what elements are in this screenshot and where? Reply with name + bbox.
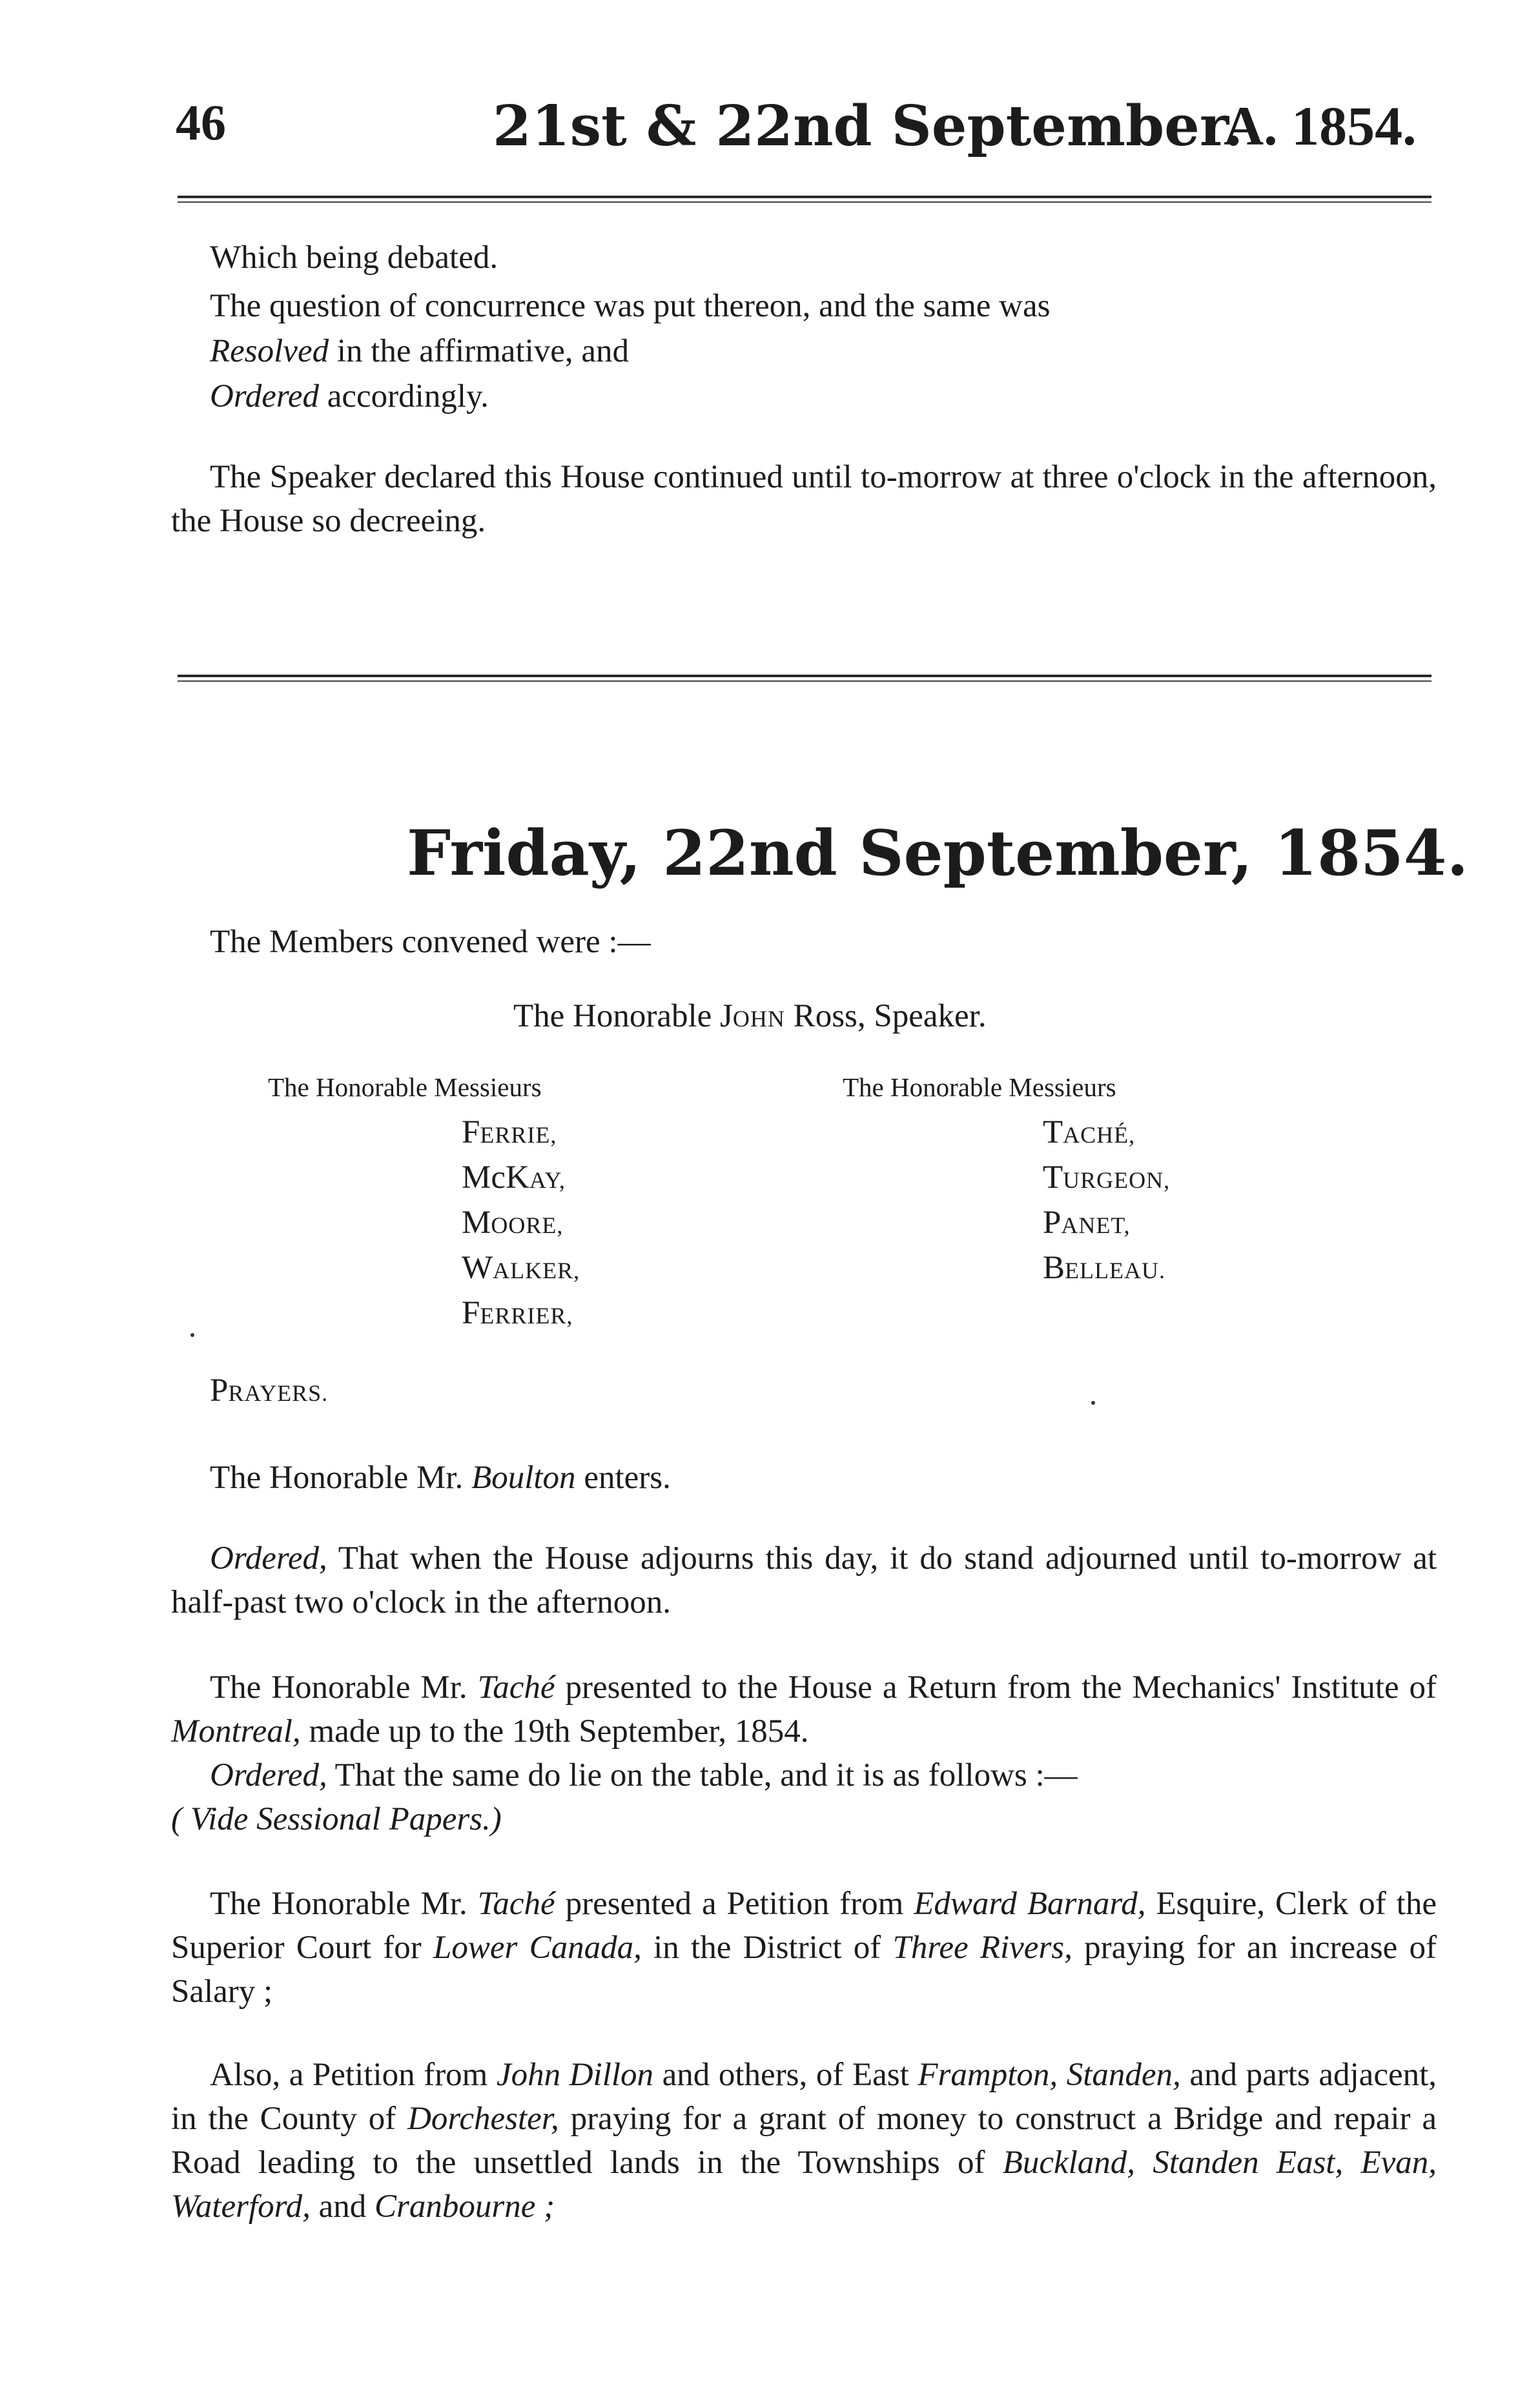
ordered-word: Ordered — [210, 378, 320, 414]
page-number: 46 — [176, 94, 226, 150]
dillon-petition: Also, a Petition from John Dillon and others, of East Frampton, Standen, and parts adjacent, in the County of Dorchester, praying for a grant of money to construct a Bridge and repair a Road leading to the unsettled lands in the Townships of Buckland, Standen East, Evan, Waterford, and Cranbourne ; — [171, 2057, 1437, 2225]
member-panet: PANET, — [1043, 1205, 1131, 1241]
right-column-heading: The Honorable Messieurs — [843, 1072, 1116, 1102]
header-year: A. 1854. — [1224, 95, 1417, 157]
member-belleau: BELLEAU. — [1043, 1250, 1165, 1286]
ordered-adjournment: Ordered, That when the House adjourns this day, it do stand adjourned until to-morrow at half-past two o'clock in the afternoon. — [171, 1540, 1437, 1620]
member-tache: TACHÉ, — [1043, 1114, 1136, 1150]
member-moore: MOORE, — [462, 1205, 564, 1241]
opening-line-1: Which being debated. — [210, 240, 498, 276]
header-rule — [178, 196, 1432, 206]
opening-line-3: Resolved in the affirmative, and — [210, 333, 630, 369]
tache-petition: The Honorable Mr. Taché presented a Petition from Edward Barnard, Esquire, Clerk of the Superior Court for Lower Canada, in the District of Three Rivers, praying for an increase of Salary ; — [171, 1886, 1437, 2010]
section-rule — [178, 675, 1432, 685]
opening-line-4: Ordered accordingly. — [210, 378, 489, 414]
boulton-entry: The Honorable Mr. Boulton enters. — [210, 1460, 671, 1496]
tache-return: The Honorable Mr. Taché presented to the House a Return from the Mechanics' Institute of Montreal, made up to the 19th September, 1854. Ordered, That the same do lie on the table, and it is as follows :— ( Vide Sessional Papers.) — [171, 1669, 1437, 1837]
resolved-word: Resolved — [210, 333, 329, 369]
ink-speck — [190, 1333, 194, 1337]
speaker-line: The Honorable JOHN Ross, Speaker. — [513, 998, 987, 1034]
member-ferrie: FERRIE, — [462, 1114, 557, 1150]
convened-line: The Members convened were :— — [210, 924, 651, 960]
left-column-heading: The Honorable Messieurs — [268, 1072, 542, 1102]
speaker-paragraph: The Speaker declared this House continued until to-morrow at three o'clock in the afternoon, the House so decreeing. — [171, 459, 1437, 539]
member-ferrier: FERRIER, — [462, 1295, 573, 1331]
ink-speck — [1091, 1401, 1095, 1405]
member-turgeon: TURGEON, — [1043, 1159, 1171, 1196]
member-mckay: McKAY, — [462, 1159, 566, 1196]
section-title: Friday, 22nd September, 1854. — [407, 817, 1468, 890]
opening-line-2: The question of concurrence was put thereon, and the same was — [210, 288, 1051, 324]
prayers-heading: PRAYERS. — [210, 1372, 329, 1409]
member-walker: WALKER, — [462, 1250, 580, 1286]
header-date: 21st & 22nd September. — [493, 94, 1244, 159]
